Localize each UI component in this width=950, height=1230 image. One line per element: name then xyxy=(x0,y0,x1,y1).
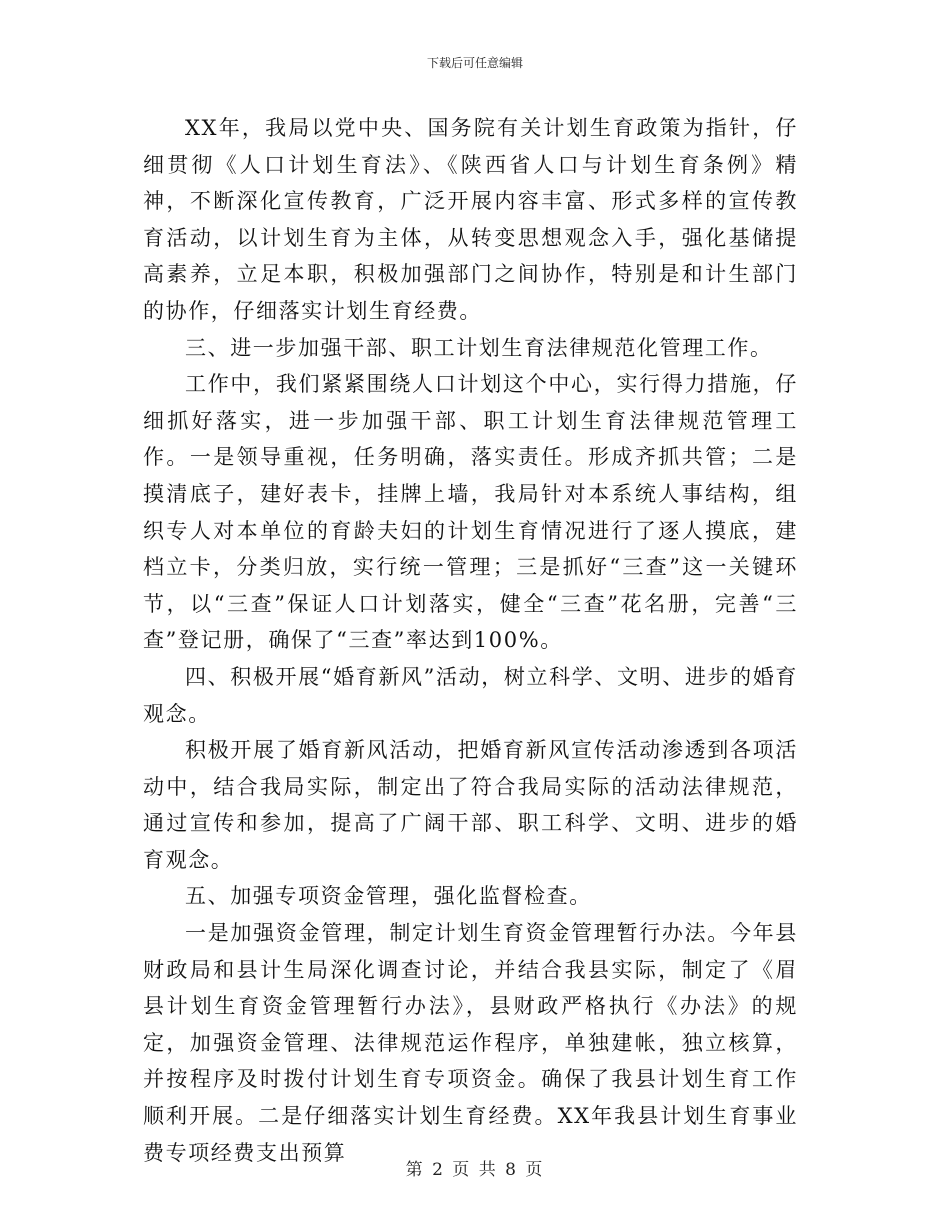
section-heading-5: 五、加强专项资金管理，强化监督检查。 xyxy=(185,884,592,909)
paragraph-section-4: 积极开展了婚育新风活动，把婚育新风宣传活动渗透到各项活动中，结合我局实际，制定出了符合我局实际的活动法律规范，通过宣传和参加，提高了广阔干部、职工科学、文明、进步的婚育观念。 xyxy=(143,738,798,872)
page-number: 第 2 页 共 8 页 xyxy=(405,1160,545,1180)
page-header-note: 下载后可任意编辑 xyxy=(426,56,523,70)
paragraph-section-3: 工作中，我们紧紧围绕人口计划这个中心，实行得力措施，仔细抓好落实，进一步加强干部、职工计划生育法律规范管理工作。一是领导重视，任务明确，落实责任。形成齐抓共管；二是摸清底子，建好表卡，挂牌上墙，我局针对本系统人事结构，组织专人对本单位的育龄夫妇的计划生育情况进行了逐人摸底，建档立卡，分类归放，实行统一管理；三是抓好“三查”这一关键环节，以“三查”保证人口计划落实，健全“三查”花名册，完善“三查”登记册，确保了“三查”率达到100%。 xyxy=(143,372,798,653)
section-heading-4: 四、积极开展“婚育新风”活动，树立科学、文明、进步的婚育观念。 xyxy=(143,664,798,726)
paragraph-section-5: 一是加强资金管理，制定计划生育资金管理暂行办法。今年县财政局和县计生局深化调查讨论，并结合我县实际，制定了《眉县计划生育资金管理暂行办法》，县财政严格执行《办法》的规定，加强资金管理、法律规范运作程序，单独建帐，独立核算，并按程序及时拨付计划生育专项资金。确保了我县计划生育工作顺利开展。二是仔细落实计划生育经费。XX年我县计划生育事业费专项经费支出预算 xyxy=(143,921,798,1165)
paragraph-intro: XX年，我局以党中央、国务院有关计划生育政策为指针，仔细贯彻《人口计划生育法》、《陕西省人口与计划生育条例》精神，不断深化宣传教育，广泛开展内容丰富、形式多样的宣传教育活动，以计划生育为主体，从转变思想观念入手，强化基储提高素养，立足本职，积极加强部门之间协作，特别是和计生部门的协作，仔细落实计划生育经费。 xyxy=(143,116,798,323)
section-heading-3: 三、进一步加强干部、职工计划生育法律规范化管理工作。 xyxy=(185,335,773,360)
document-body xyxy=(143,110,798,1171)
